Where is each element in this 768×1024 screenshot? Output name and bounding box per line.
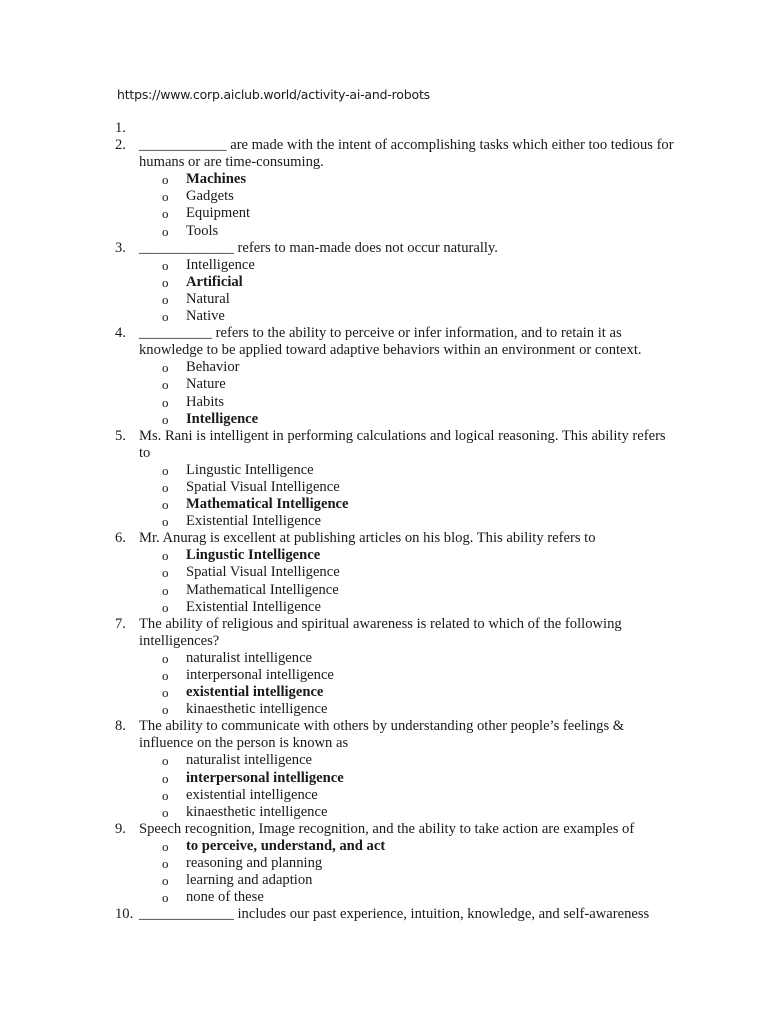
answer-option-label: naturalist intelligence xyxy=(186,649,313,666)
question-number: 9. xyxy=(115,820,126,837)
question-number: 5. xyxy=(115,427,126,444)
source-url[interactable]: https://www.corp.aiclub.world/activity-ai-and-robots xyxy=(117,87,430,102)
answer-option-label: Spatial Visual Intelligence xyxy=(186,478,340,495)
circle-bullet-icon: o xyxy=(162,189,169,205)
answer-option xyxy=(0,667,768,684)
answer-option xyxy=(0,394,768,411)
circle-bullet-icon: o xyxy=(162,856,169,872)
answer-option xyxy=(0,223,768,240)
question-item xyxy=(0,240,679,257)
answer-option-label: Lingustic Intelligence xyxy=(186,547,321,564)
answer-option xyxy=(0,513,768,530)
question-item xyxy=(0,325,679,359)
answer-option-label: kinaesthetic intelligence xyxy=(186,701,328,718)
answer-option-label: learning and adaption xyxy=(186,872,313,889)
circle-bullet-icon: o xyxy=(162,360,169,376)
circle-bullet-icon: o xyxy=(162,309,169,325)
answer-option xyxy=(0,479,768,496)
question-item xyxy=(0,616,679,650)
answer-option xyxy=(0,889,768,906)
answer-option-label: none of these xyxy=(186,889,264,906)
answer-option-label: Mathematical Intelligence xyxy=(186,496,349,513)
answer-option-label: Natural xyxy=(186,290,230,307)
answer-option-correct xyxy=(0,547,768,564)
question-text: __________ refers to the ability to perceive or infer information, and to retain it as knowledge to be applied toward adaptive behaviors within an environment or context. xyxy=(139,325,642,359)
circle-bullet-icon: o xyxy=(162,873,169,889)
answer-option-label: kinaesthetic intelligence xyxy=(186,803,328,820)
answer-option xyxy=(0,376,768,393)
circle-bullet-icon: o xyxy=(162,172,169,188)
answer-option xyxy=(0,359,768,376)
circle-bullet-icon: o xyxy=(162,223,169,239)
question-item xyxy=(0,821,679,838)
quiz-list xyxy=(0,120,768,923)
answer-option-correct xyxy=(0,274,768,291)
answer-option-correct xyxy=(0,171,768,188)
circle-bullet-icon: o xyxy=(162,770,169,786)
question-text: _____________ refers to man-made does not occur naturally. xyxy=(139,239,498,256)
answer-option-label: existential intelligence xyxy=(186,684,324,701)
answer-option-label: Existential Intelligence xyxy=(186,513,321,530)
answer-option xyxy=(0,291,768,308)
answer-option-label: Machines xyxy=(186,171,246,188)
question-number: 4. xyxy=(115,325,126,342)
circle-bullet-icon: o xyxy=(162,668,169,683)
answer-option-label: Equipment xyxy=(186,205,251,222)
circle-bullet-icon: o xyxy=(162,291,169,307)
answer-option-label: Tools xyxy=(186,222,219,239)
question-item xyxy=(0,718,679,752)
question-text: _____________ includes our past experience, intuition, knowledge, and self-awareness xyxy=(139,906,650,923)
circle-bullet-icon: o xyxy=(162,394,169,410)
circle-bullet-icon: o xyxy=(162,753,169,769)
answer-option xyxy=(0,599,768,616)
answer-option-label: naturalist intelligence xyxy=(186,752,313,769)
answer-option xyxy=(0,701,768,718)
circle-bullet-icon: o xyxy=(162,565,169,581)
question-item xyxy=(0,428,679,462)
answer-option xyxy=(0,188,768,205)
circle-bullet-icon: o xyxy=(162,411,169,427)
circle-bullet-icon: o xyxy=(162,685,169,701)
question-number: 6. xyxy=(115,530,126,547)
answer-option-label: Gadgets xyxy=(186,188,234,205)
circle-bullet-icon: o xyxy=(162,838,169,854)
answer-option xyxy=(0,787,768,804)
answer-option-label: Native xyxy=(186,308,225,325)
answer-option-label: Artificial xyxy=(186,273,243,290)
circle-bullet-icon: o xyxy=(162,257,169,273)
answer-option-label: Existential Intelligence xyxy=(186,598,321,615)
circle-bullet-icon: o xyxy=(162,462,169,478)
answer-option-label: interpersonal intelligence xyxy=(186,769,344,786)
answer-option-correct xyxy=(0,838,768,855)
answer-option-correct xyxy=(0,770,768,787)
question-number: 10. xyxy=(115,906,134,923)
answer-option xyxy=(0,650,768,667)
circle-bullet-icon: o xyxy=(162,377,169,393)
answer-option-label: existential intelligence xyxy=(186,786,318,803)
answer-option-label: Lingustic Intelligence xyxy=(186,461,314,478)
answer-option xyxy=(0,752,768,769)
answer-option-correct xyxy=(0,411,768,428)
answer-option-label: Mathematical Intelligence xyxy=(186,581,339,598)
answer-option-label: to perceive, understand, and act xyxy=(186,837,386,854)
answer-option-label: Intelligence xyxy=(186,256,255,273)
question-item xyxy=(0,906,679,923)
circle-bullet-icon: o xyxy=(162,650,169,666)
answer-option-correct xyxy=(0,684,768,701)
answer-option-label: Behavior xyxy=(186,359,240,376)
answer-option xyxy=(0,462,768,479)
answer-option xyxy=(0,564,768,581)
question-text: ____________ are made with the intent of accomplishing tasks which either too tedious for humans or are time-consuming. xyxy=(139,137,674,171)
answer-option-correct xyxy=(0,496,768,513)
answer-option-label: interpersonal intelligence xyxy=(186,667,334,683)
question-item xyxy=(0,137,679,171)
answer-option-label: Intelligence xyxy=(186,410,259,427)
circle-bullet-icon: o xyxy=(162,787,169,803)
question-item xyxy=(0,530,679,547)
circle-bullet-icon: o xyxy=(162,206,169,222)
question-text: The ability to communicate with others by understanding other people’s feelings & influence on the person is known as xyxy=(139,718,625,752)
answer-option-label: reasoning and planning xyxy=(186,855,323,872)
answer-option xyxy=(0,582,768,599)
circle-bullet-icon: o xyxy=(162,890,169,906)
circle-bullet-icon: o xyxy=(162,702,169,718)
question-text: Speech recognition, Image recognition, and the ability to take action are examples of xyxy=(139,820,635,837)
answer-option-label: Spatial Visual Intelligence xyxy=(186,564,340,581)
question-number: 2. xyxy=(115,137,126,154)
question-text xyxy=(139,120,143,136)
circle-bullet-icon: o xyxy=(162,274,169,290)
question-number: 3. xyxy=(115,239,126,256)
question-number: 1. xyxy=(115,120,126,136)
circle-bullet-icon: o xyxy=(162,548,169,564)
answer-option xyxy=(0,257,768,274)
circle-bullet-icon: o xyxy=(162,582,169,598)
question-text: The ability of religious and spiritual awareness is related to which of the following intelligences? xyxy=(139,615,622,649)
answer-option xyxy=(0,205,768,222)
answer-option xyxy=(0,872,768,889)
circle-bullet-icon: o xyxy=(162,599,169,615)
answer-option-label: Nature xyxy=(186,376,226,393)
circle-bullet-icon: o xyxy=(162,804,169,820)
circle-bullet-icon: o xyxy=(162,497,169,513)
answer-option xyxy=(0,855,768,872)
question-number: 8. xyxy=(115,718,126,735)
answer-option xyxy=(0,804,768,821)
answer-option-label: Habits xyxy=(186,393,225,410)
circle-bullet-icon: o xyxy=(162,479,169,495)
question-text: Mr. Anurag is excellent at publishing articles on his blog. This ability refers to xyxy=(139,530,596,547)
answer-option xyxy=(0,308,768,325)
question-item xyxy=(0,120,679,137)
circle-bullet-icon: o xyxy=(162,514,169,530)
question-text: Ms. Rani is intelligent in performing calculations and logical reasoning. This ability refers to xyxy=(139,427,666,461)
question-number: 7. xyxy=(115,615,126,632)
